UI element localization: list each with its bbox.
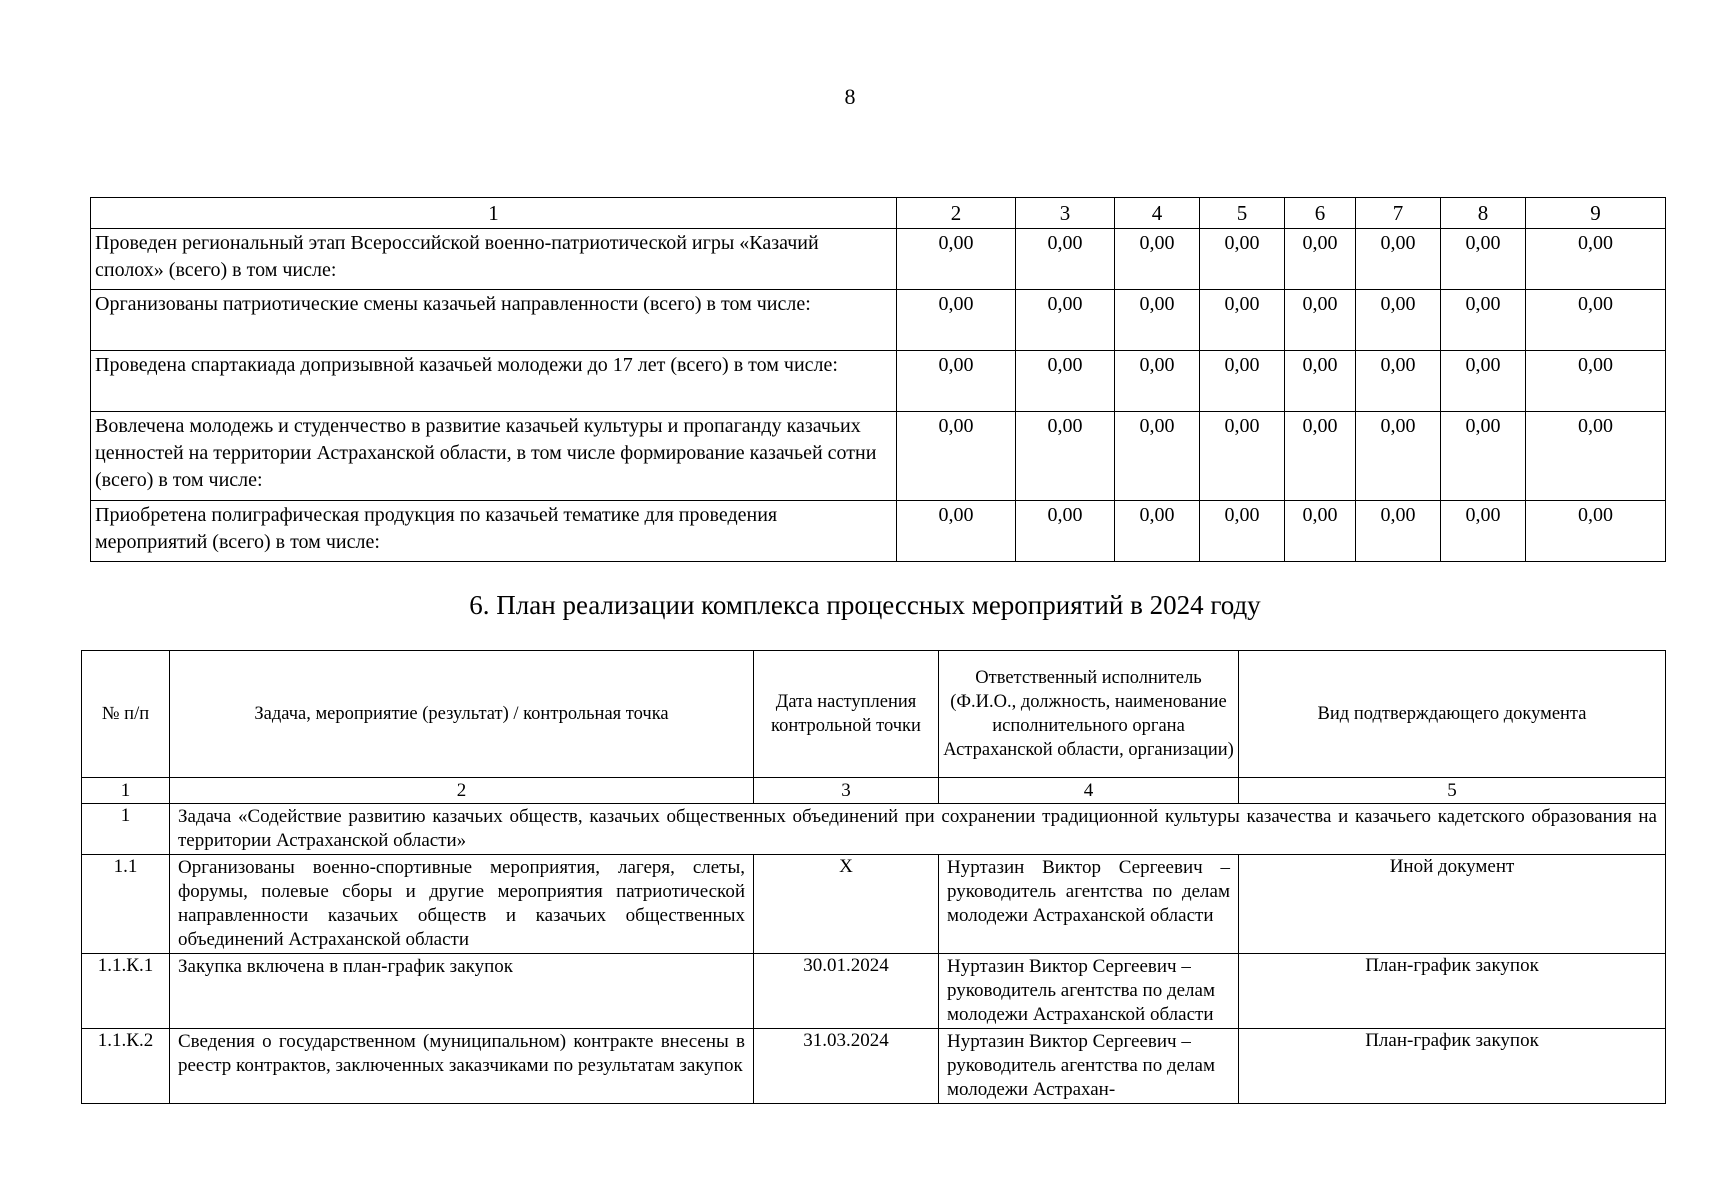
row-date: Х [754, 855, 939, 954]
row-date: 31.03.2024 [754, 1029, 939, 1104]
value-cell: 0,00 [1356, 290, 1441, 351]
table-row [82, 954, 1666, 1029]
value-cell: 0,00 [1285, 501, 1356, 562]
column-number: 2 [170, 778, 754, 804]
value-cell: 0,00 [1016, 351, 1115, 412]
header-cell: 9 [1526, 198, 1666, 229]
row-responsible: Нуртазин Виктор Сергеевич – руководитель агентства по делам молодежи Астрахан- [939, 1029, 1239, 1104]
value-cell: 0,00 [1356, 501, 1441, 562]
value-cell: 0,00 [1115, 501, 1200, 562]
table-row [91, 351, 1666, 412]
value-cell: 0,00 [1526, 412, 1666, 501]
row-task: Сведения о государственном (муниципальном) контракте внесены в реестр контрактов, заключенных заказчиками по результатам закупок [170, 1029, 754, 1104]
plan-header-row [82, 651, 1666, 778]
column-number: 3 [754, 778, 939, 804]
table-row [91, 501, 1666, 562]
task-description: Задача «Содействие развитию казачьих обществ, казачьих общественных объединений при сохранении традиционной культуры казачества и казачьего кадетского образования на территории Астраханской области» [170, 804, 1666, 855]
value-cell: 0,00 [1285, 290, 1356, 351]
value-cell: 0,00 [1016, 290, 1115, 351]
header-cell: 7 [1356, 198, 1441, 229]
column-number: 1 [82, 778, 170, 804]
row-date: 30.01.2024 [754, 954, 939, 1029]
value-cell: 0,00 [1200, 290, 1285, 351]
row-document: Иной документ [1239, 855, 1666, 954]
row-document: План-график закупок [1239, 1029, 1666, 1104]
header-cell: 5 [1200, 198, 1285, 229]
value-cell: 0,00 [1356, 351, 1441, 412]
value-cell: 0,00 [897, 229, 1016, 290]
row-number: 1.1 [82, 855, 170, 954]
row-label: Приобретена полиграфическая продукция по казачьей тематике для проведения мероприятий (всего) в том числе: [91, 501, 897, 562]
value-cell: 0,00 [897, 351, 1016, 412]
value-cell: 0,00 [1441, 351, 1526, 412]
value-cell: 0,00 [1441, 412, 1526, 501]
section-title: 6. План реализации комплекса процессных мероприятий в 2024 году [469, 590, 1261, 620]
value-cell: 0,00 [1526, 501, 1666, 562]
value-cell: 0,00 [1200, 412, 1285, 501]
indicators-table [90, 197, 1666, 562]
value-cell: 0,00 [897, 501, 1016, 562]
value-cell: 0,00 [1441, 229, 1526, 290]
row-label: Организованы патриотические смены казачьей направленности (всего) в том числе: [91, 290, 897, 351]
value-cell: 0,00 [1016, 412, 1115, 501]
header-responsible: Ответственный исполнитель (Ф.И.О., должность, наименование исполнительного органа Астраханской области, организации) [939, 651, 1239, 778]
value-cell: 0,00 [1285, 412, 1356, 501]
header-num: № п/п [82, 651, 170, 778]
table-row [82, 855, 1666, 954]
value-cell: 0,00 [1526, 351, 1666, 412]
row-document: План-график закупок [1239, 954, 1666, 1029]
value-cell: 0,00 [1200, 501, 1285, 562]
indicators-header-row [91, 198, 1666, 229]
header-cell: 8 [1441, 198, 1526, 229]
value-cell: 0,00 [897, 290, 1016, 351]
value-cell: 0,00 [1441, 501, 1526, 562]
table-row [91, 229, 1666, 290]
value-cell: 0,00 [1115, 229, 1200, 290]
value-cell: 0,00 [1285, 229, 1356, 290]
header-document: Вид подтверждающего документа [1239, 651, 1666, 778]
row-number: 1.1.К.2 [82, 1029, 170, 1104]
task-number: 1 [82, 804, 170, 855]
header-date: Дата наступления контрольной точки [754, 651, 939, 778]
value-cell: 0,00 [1285, 351, 1356, 412]
value-cell: 0,00 [1016, 229, 1115, 290]
page-number: 8 [844, 84, 856, 109]
value-cell: 0,00 [1115, 351, 1200, 412]
value-cell: 0,00 [1200, 229, 1285, 290]
value-cell: 0,00 [1356, 412, 1441, 501]
table-row [91, 412, 1666, 501]
row-label: Проведен региональный этап Всероссийской военно-патриотической игры «Казачий сполох» (всего) в том числе: [91, 229, 897, 290]
row-label: Проведена спартакиада допризывной казачьей молодежи до 17 лет (всего) в том числе: [91, 351, 897, 412]
header-cell: 1 [91, 198, 897, 229]
value-cell: 0,00 [1441, 290, 1526, 351]
row-responsible: Нуртазин Виктор Сергеевич – руководитель агентства по делам молодежи Астраханской области [939, 855, 1239, 954]
value-cell: 0,00 [1115, 290, 1200, 351]
table-row [82, 1029, 1666, 1104]
row-label: Вовлечена молодежь и студенчество в развитие казачьей культуры и пропаганду казачьих ценностей на территории Астраханской области, в том числе формирование казачьей сотни (всего) в том числе: [91, 412, 897, 501]
row-number: 1.1.К.1 [82, 954, 170, 1029]
column-number-row [82, 778, 1666, 804]
task-row [82, 804, 1666, 855]
row-task: Закупка включена в план-график закупок [170, 954, 754, 1029]
column-number: 4 [939, 778, 1239, 804]
row-task: Организованы военно-спортивные мероприятия, лагеря, слеты, форумы, полевые сборы и другие мероприятия патриотической направленности казачьих обществ и казачьих общественных объединений Астраханской области [170, 855, 754, 954]
row-responsible: Нуртазин Виктор Сергеевич – руководитель агентства по делам молодежи Астраханской области [939, 954, 1239, 1029]
value-cell: 0,00 [1115, 412, 1200, 501]
value-cell: 0,00 [897, 412, 1016, 501]
header-cell: 3 [1016, 198, 1115, 229]
value-cell: 0,00 [1526, 290, 1666, 351]
header-task: Задача, мероприятие (результат) / контрольная точка [170, 651, 754, 778]
header-cell: 2 [897, 198, 1016, 229]
column-number: 5 [1239, 778, 1666, 804]
header-cell: 6 [1285, 198, 1356, 229]
value-cell: 0,00 [1200, 351, 1285, 412]
value-cell: 0,00 [1356, 229, 1441, 290]
plan-table [81, 650, 1666, 1104]
header-cell: 4 [1115, 198, 1200, 229]
value-cell: 0,00 [1526, 229, 1666, 290]
table-row [91, 290, 1666, 351]
value-cell: 0,00 [1016, 501, 1115, 562]
